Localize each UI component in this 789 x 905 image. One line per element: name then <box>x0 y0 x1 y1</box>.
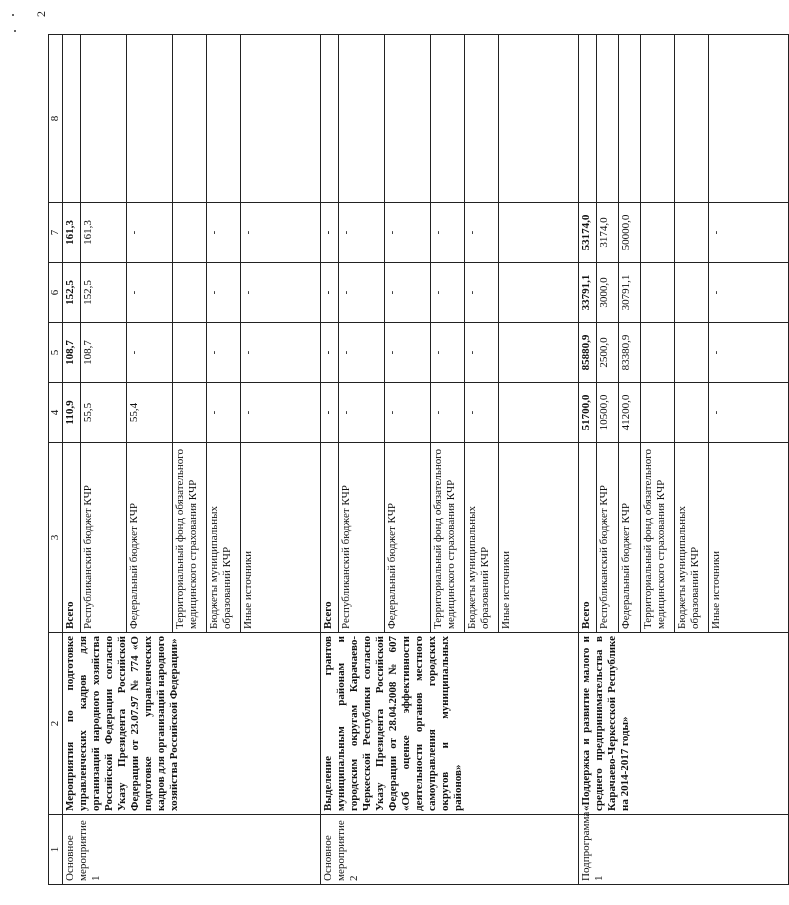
funding-source: Республиканский бюджет КЧР <box>81 443 127 633</box>
funding-source: Иные источники <box>241 443 321 633</box>
header-row <box>49 35 63 885</box>
value-cell-v7 <box>675 203 709 263</box>
value-cell-v6 <box>675 263 709 323</box>
value-cell-v8 <box>127 35 173 203</box>
value-cell-v7: - <box>339 203 385 263</box>
value-cell-v7: - <box>241 203 321 263</box>
table-row <box>63 35 81 885</box>
header-cell: 6 <box>49 263 63 323</box>
item-title: «Поддержка и развитие малого и среднего предпринимательства в Карачаево-Черкесской Республике на 2014-2017 годы» <box>579 633 789 815</box>
value-cell-v5: 85880,9 <box>579 323 597 383</box>
value-cell-v8 <box>321 35 339 203</box>
value-cell-v5: - <box>339 323 385 383</box>
value-cell-v5: 2500,0 <box>597 323 619 383</box>
scan-speck <box>14 30 16 32</box>
page-number: 2 <box>34 11 48 17</box>
rotated-content <box>34 11 722 885</box>
header-cell: 4 <box>49 383 63 443</box>
value-cell-v8 <box>641 35 675 203</box>
value-cell-v4 <box>173 383 207 443</box>
value-cell-v4: 51700,0 <box>579 383 597 443</box>
value-cell-v8 <box>597 35 619 203</box>
value-cell-v5: - <box>321 323 339 383</box>
value-cell-v8 <box>173 35 207 203</box>
header-cell: 7 <box>49 203 63 263</box>
item-code: Подпрограмма 1 <box>579 815 789 885</box>
funding-source: Бюджеты муниципальных образований КЧР <box>207 443 241 633</box>
value-cell-v8 <box>431 35 465 203</box>
value-cell-v5 <box>641 323 675 383</box>
value-cell-v4: 41200,0 <box>619 383 641 443</box>
value-cell-v7: - <box>207 203 241 263</box>
value-cell-v5: - <box>241 323 321 383</box>
value-cell-v4: - <box>207 383 241 443</box>
funding-source: Республиканский бюджет КЧР <box>597 443 619 633</box>
value-cell-v7 <box>173 203 207 263</box>
funding-source: Бюджеты муниципальных образований КЧР <box>465 443 499 633</box>
value-cell-v4: 55,5 <box>81 383 127 443</box>
value-cell-v5: - <box>385 323 431 383</box>
budget-table <box>48 34 789 885</box>
value-cell-v4: - <box>465 383 499 443</box>
value-cell-v5: - <box>465 323 499 383</box>
funding-source: Всего <box>63 443 81 633</box>
value-cell-v4: - <box>241 383 321 443</box>
value-cell-v7: - <box>127 203 173 263</box>
value-cell-v5: 108,7 <box>81 323 127 383</box>
value-cell-v7 <box>499 203 579 263</box>
item-title: Выделение грантов муниципальным районам и городским округам Карачаево-Черкесской Республики согласно Указу Президента Российской Федерации от 28.04.2008 № 607 «Об оценке эффективности деятельности органов местного самоуправления городских округов и муниципальных районов» <box>321 633 579 815</box>
value-cell-v6: - <box>431 263 465 323</box>
value-cell-v4: - <box>339 383 385 443</box>
item-code: Основное мероприятие 2 <box>321 815 579 885</box>
funding-source: Территориальный фонд обязательного медицинского страхования КЧР <box>641 443 675 633</box>
value-cell-v4 <box>641 383 675 443</box>
value-cell-v7: - <box>709 203 789 263</box>
funding-source: Федеральный бюджет КЧР <box>127 443 173 633</box>
funding-source: Всего <box>579 443 597 633</box>
value-cell-v4: - <box>431 383 465 443</box>
value-cell-v4: 10500,0 <box>597 383 619 443</box>
value-cell-v7: 3174,0 <box>597 203 619 263</box>
value-cell-v6: 152,5 <box>63 263 81 323</box>
header-cell: 1 <box>49 815 63 885</box>
value-cell-v8 <box>241 35 321 203</box>
funding-source: Иные источники <box>499 443 579 633</box>
value-cell-v4: - <box>385 383 431 443</box>
value-cell-v7: - <box>465 203 499 263</box>
funding-source: Всего <box>321 443 339 633</box>
value-cell-v8 <box>207 35 241 203</box>
value-cell-v5: 83380,9 <box>619 323 641 383</box>
value-cell-v6: - <box>385 263 431 323</box>
header-cell: 8 <box>49 35 63 203</box>
value-cell-v6: - <box>127 263 173 323</box>
value-cell-v5: - <box>207 323 241 383</box>
value-cell-v6: - <box>465 263 499 323</box>
value-cell-v5 <box>675 323 709 383</box>
funding-source: Федеральный бюджет КЧР <box>385 443 431 633</box>
table-row <box>579 35 597 885</box>
funding-source: Территориальный фонд обязательного медицинского страхования КЧР <box>431 443 465 633</box>
value-cell-v8 <box>499 35 579 203</box>
value-cell-v7: - <box>385 203 431 263</box>
value-cell-v6: 33791,1 <box>579 263 597 323</box>
value-cell-v6: - <box>321 263 339 323</box>
value-cell-v8 <box>385 35 431 203</box>
value-cell-v6: - <box>709 263 789 323</box>
value-cell-v7 <box>641 203 675 263</box>
value-cell-v7: 53174,0 <box>579 203 597 263</box>
funding-source: Республиканский бюджет КЧР <box>339 443 385 633</box>
value-cell-v5: 108,7 <box>63 323 81 383</box>
value-cell-v7: 161,3 <box>63 203 81 263</box>
funding-source: Федеральный бюджет КЧР <box>619 443 641 633</box>
value-cell-v8 <box>675 35 709 203</box>
value-cell-v5 <box>173 323 207 383</box>
item-title: Мероприятия по подготовке управленческих кадров для организаций народного хозяйства Российской Федерации согласно Указу Президента Российской Федерации от 23.07.97 № 774 «О подготовке управленческих кадров для организаций народного хозяйства Российской Федерации» <box>63 633 321 815</box>
funding-source: Иные источники <box>709 443 789 633</box>
header-cell: 2 <box>49 633 63 815</box>
item-code: Основное мероприятие 1 <box>63 815 321 885</box>
value-cell-v7: - <box>431 203 465 263</box>
header-cell: 3 <box>49 443 63 633</box>
value-cell-v4: - <box>321 383 339 443</box>
table-row <box>321 35 339 885</box>
value-cell-v6: 152,5 <box>81 263 127 323</box>
value-cell-v4 <box>675 383 709 443</box>
value-cell-v8 <box>709 35 789 203</box>
value-cell-v6: - <box>207 263 241 323</box>
value-cell-v6: - <box>339 263 385 323</box>
value-cell-v5: - <box>431 323 465 383</box>
value-cell-v8 <box>339 35 385 203</box>
value-cell-v6: 30791,1 <box>619 263 641 323</box>
value-cell-v4: - <box>709 383 789 443</box>
value-cell-v8 <box>81 35 127 203</box>
value-cell-v7: 161,3 <box>81 203 127 263</box>
value-cell-v6: - <box>241 263 321 323</box>
value-cell-v4: 55,4 <box>127 383 173 443</box>
header-cell: 5 <box>49 323 63 383</box>
value-cell-v8 <box>63 35 81 203</box>
scan-speck <box>12 14 14 16</box>
value-cell-v4: 110,9 <box>63 383 81 443</box>
value-cell-v6 <box>641 263 675 323</box>
value-cell-v5 <box>499 323 579 383</box>
value-cell-v6 <box>173 263 207 323</box>
value-cell-v4 <box>499 383 579 443</box>
funding-source: Бюджеты муниципальных образований КЧР <box>675 443 709 633</box>
value-cell-v8 <box>619 35 641 203</box>
funding-source: Территориальный фонд обязательного медицинского страхования КЧР <box>173 443 207 633</box>
value-cell-v7: - <box>321 203 339 263</box>
value-cell-v8 <box>465 35 499 203</box>
value-cell-v8 <box>579 35 597 203</box>
value-cell-v5: - <box>709 323 789 383</box>
value-cell-v6: 3000,0 <box>597 263 619 323</box>
value-cell-v5: - <box>127 323 173 383</box>
value-cell-v6 <box>499 263 579 323</box>
value-cell-v7: 50000,0 <box>619 203 641 263</box>
